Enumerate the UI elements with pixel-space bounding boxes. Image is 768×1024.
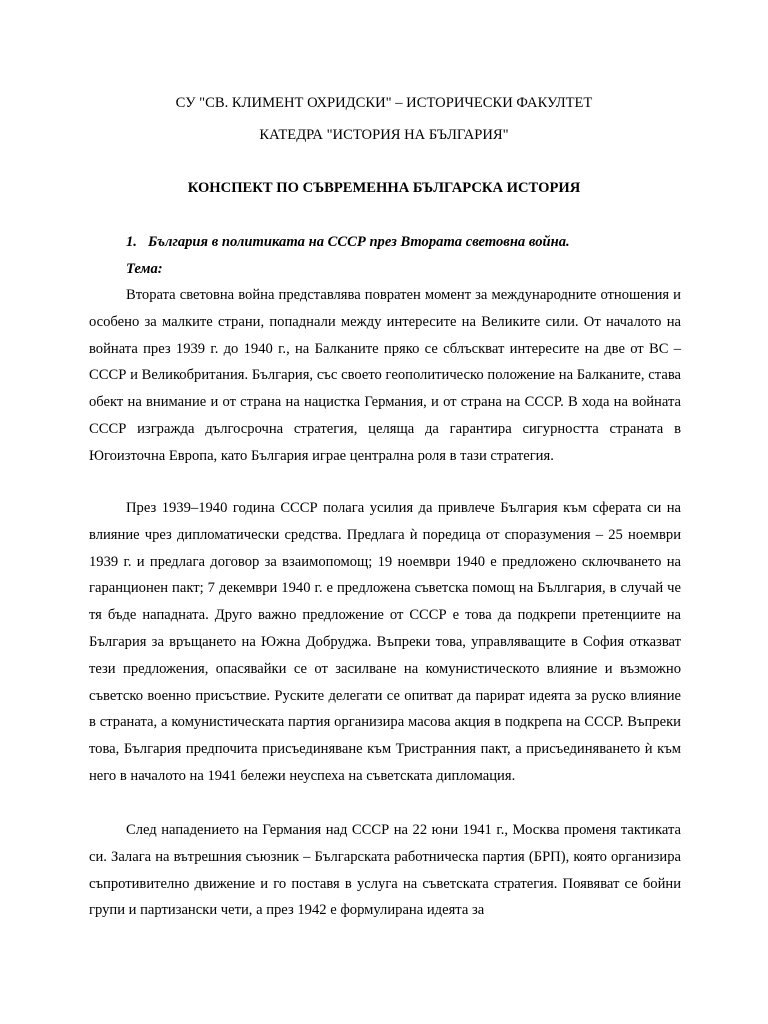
document-title: КОНСПЕКТ ПО СЪВРЕМЕННА БЪЛГАРСКА ИСТОРИЯ — [187, 180, 581, 196]
section-heading-text: България в политиката на СССР през Втората световна война. — [148, 234, 570, 250]
section-heading — [126, 233, 570, 251]
university-header: СУ "СВ. КЛИМЕНТ ОХРИДСКИ" – ИСТОРИЧЕСКИ ФАКУЛТЕТ — [175, 95, 593, 111]
section-number: 1. — [126, 234, 137, 250]
paragraph-1: Втората световна война представлява повратен момент за международните отношения и особено за малките страни, попаднали между интересите на Великите сили. От началото на войната през 1939 г. до 1940 г., на Балканите пряко се сблъскват интересите на две от ВС – СССР и Великобритания. България, със своето геополитическо положение на Балканите, става обект на внимание и от страна на нацистка Германия, и от страна на СССР. В хода на войната СССР изгражда дългосрочна стратегия, целяща да гарантира сигурността страната в Югоизточна Европа, като България играе централна роля в тази стратегия. — [89, 287, 681, 464]
department-header: КАТЕДРА "ИСТОРИЯ НА БЪЛГАРИЯ" — [259, 127, 509, 143]
topic-label: Тема: — [126, 261, 163, 277]
paragraph-2: През 1939–1940 година СССР полага усилия да привлече България към сферата си на влияние чрез дипломатически средства. Предлага ѝ поредица от споразумения – 25 ноември 1939 г. и предлага договор за взаимопомощ; 19 ноември 1940 е предложено сключването на гаранционен пакт; 7 декември 1940 г. е предложена съветска помощ на Бъллгария, в случай че тя бъде нападната. Друго важно предложение от СССР е това да подкрепи претенциите на България за връщането на Южна Добруджа. Въпреки това, управляващите в София отказват тези предложения, опасявайки се от засилване на комунистическото влияние и възможно съветско военно присъствие. Руските делегати се опитват да парират идеята за руско влияние в страната, а комунистическата партия организира масова акция в подкрепа на СССР. Въпреки това, България предпочита присъединяване към Тристранния пакт, а присъединяването ѝ към него в началото на 1941 бележи неуспеха на съветската дипломация. — [89, 500, 681, 784]
paragraph-3: След нападението на Германия над СССР на 22 юни 1941 г., Москва променя тактиката си. Залага на вътрешния съюзник – Българската работническа партия (БРП), която организира съпротивително движение и го поставя в услуга на съветската стратегия. Появяват се бойни групи и партизански чети, а през 1942 е формулирана идеята за — [89, 822, 681, 919]
